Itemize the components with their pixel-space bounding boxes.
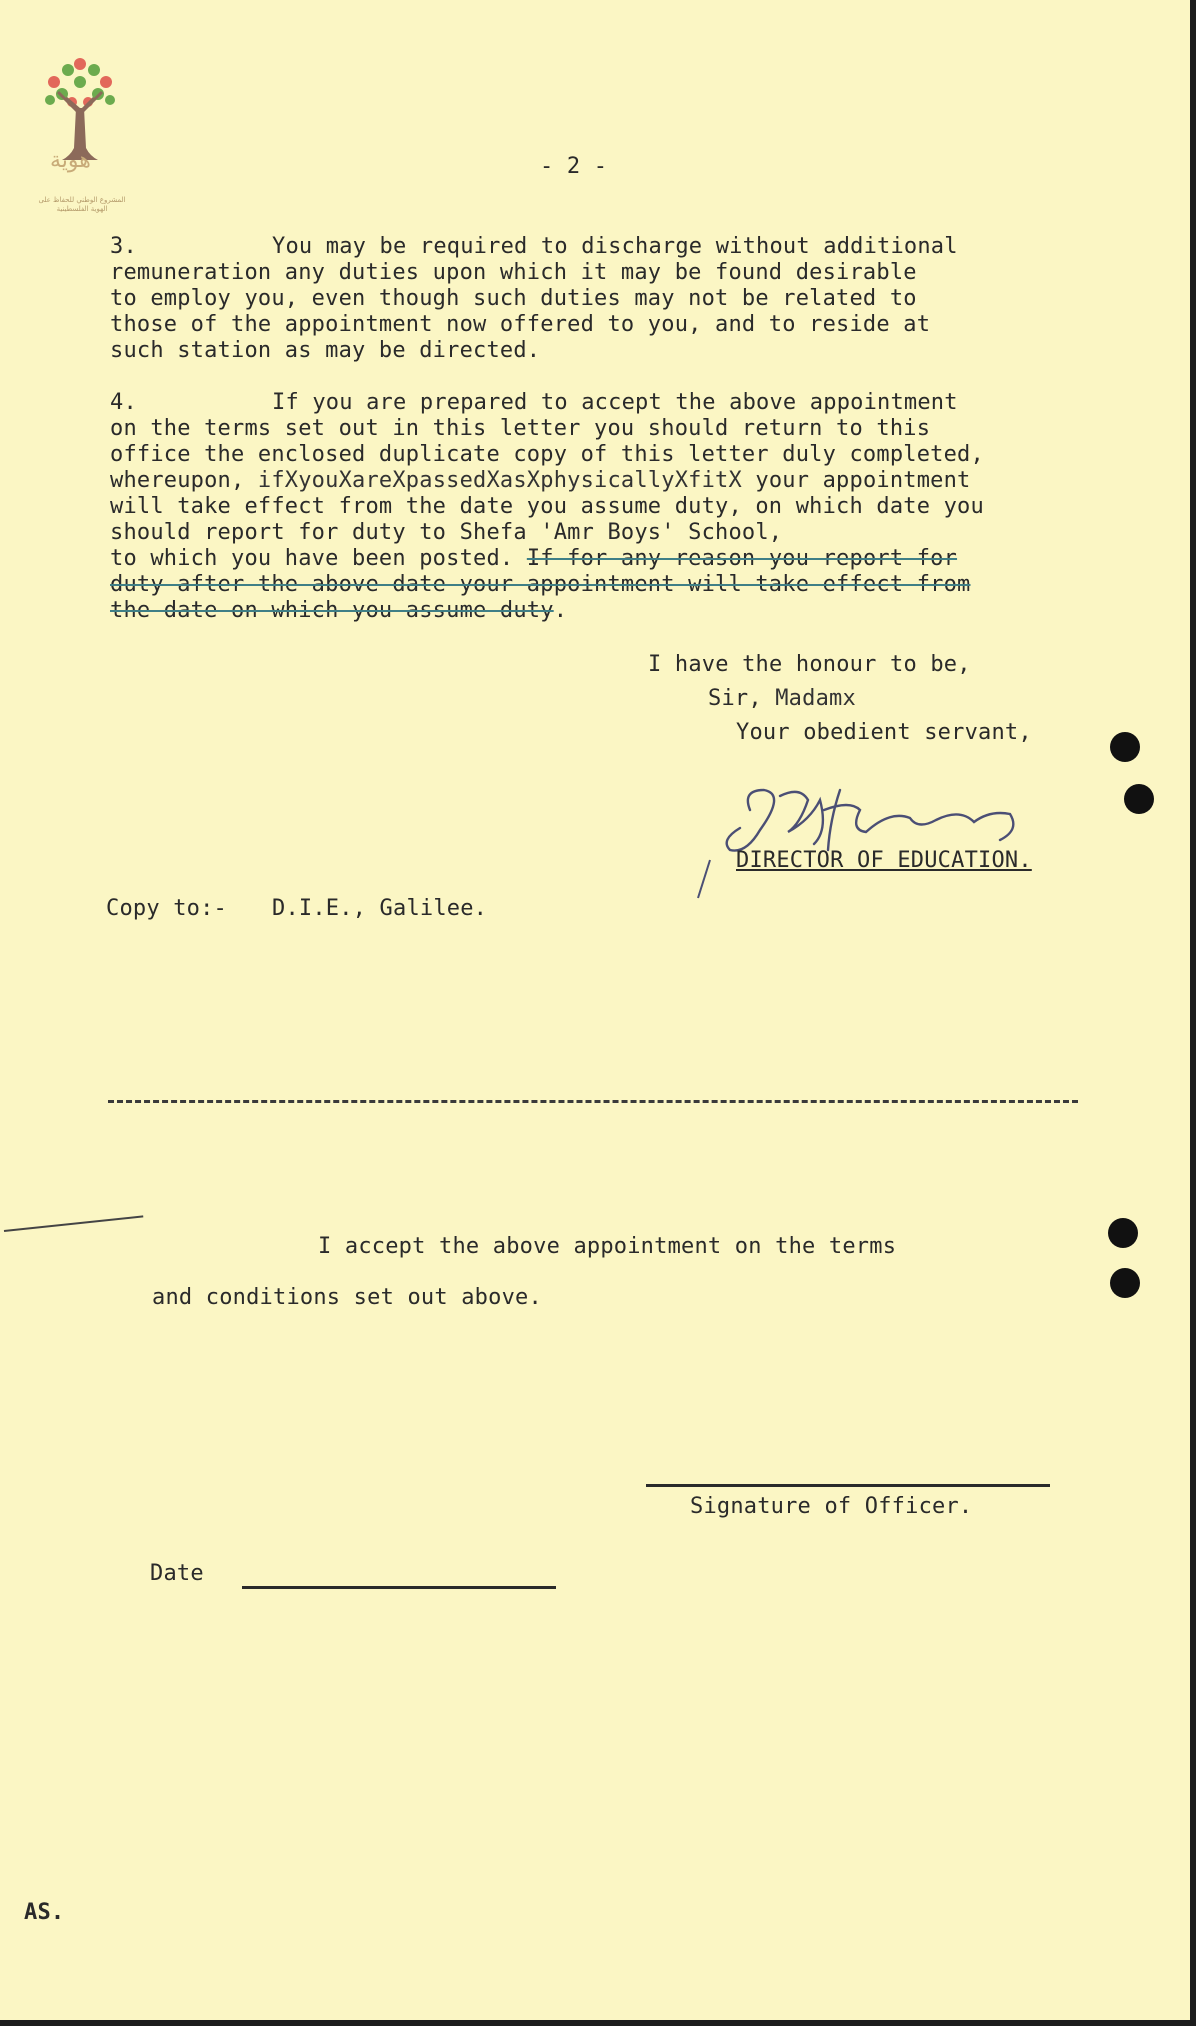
struck-text: the date on which you assume duty [110,598,554,623]
date-label: Date [150,1561,204,1586]
punch-hole [1110,732,1140,762]
line-text: your appointment [741,468,971,493]
punch-hole [1124,784,1154,814]
pen-stroke [4,1215,143,1232]
divider [108,1100,1078,1103]
page-number: - 2 - [540,154,608,179]
signature-line [646,1484,1050,1487]
tree-logo-icon [40,52,120,202]
xed-out-text: ifXyouXareXpassedXasXphysicallyXfitX [257,468,742,493]
logo-caption: المشروع الوطني للحفاظ على الهوية الفلسطينية [38,196,126,213]
acceptance-line: and conditions set out above. [152,1285,542,1310]
closing-honour: I have the honour to be, [648,652,971,677]
punch-hole [1110,1268,1140,1298]
closing-salutation [708,686,856,711]
copy-to-value: D.I.E., Galilee. [272,896,488,921]
paragraph-4-number: 4. [110,390,137,415]
paragraph-3-line: those of the appointment now offered to you, and to reside at [110,312,931,337]
date-line [242,1586,556,1589]
line-text: whereupon, [110,468,258,493]
signatory-title: DIRECTOR OF EDUCATION. [736,848,1032,873]
paragraph-4-line: will take effect from the date you assume duty, on which date you [110,494,984,519]
paragraph-3-line: You may be required to discharge without additional [272,234,958,259]
typist-initials: AS. [24,1900,65,1925]
line-text: . [553,598,568,623]
xed-out-text: Madamx [775,686,856,711]
paragraph-3-line: remuneration any duties upon which it may be found desirable [110,260,917,285]
line-text: to which you have been posted. [110,546,527,571]
paragraph-4-line [110,546,957,572]
struck-text: If for any reason you report for [526,546,958,571]
paragraph-3-line: to employ you, even though such duties may not be related to [110,286,917,311]
paragraph-4-line: should report for duty to Shefa 'Amr Boys' School, [110,520,783,545]
paragraph-4-line [110,468,971,494]
logo-wordmark: هوية [50,148,91,173]
copy-to-label: Copy to:- [106,896,228,921]
handwritten-signature [690,770,1090,900]
paragraph-4-line: on the terms set out in this letter you should return to this [110,416,931,441]
punch-hole [1108,1218,1138,1248]
signature-of-officer-label: Signature of Officer. [690,1494,973,1519]
struck-line: duty after the above date your appointment will take effect from [110,572,971,597]
paragraph-4-line [110,598,567,624]
paragraph-4-line: office the enclosed duplicate copy of this letter duly completed, [110,442,984,467]
salutation-text: Sir, [708,686,762,711]
closing-servant: Your obedient servant, [736,720,1032,745]
paragraph-3-line: such station as may be directed. [110,338,541,363]
acceptance-line: I accept the above appointment on the terms [318,1234,897,1259]
paragraph-3-number: 3. [110,234,137,259]
paragraph-4-line: If you are prepared to accept the above appointment [272,390,958,415]
